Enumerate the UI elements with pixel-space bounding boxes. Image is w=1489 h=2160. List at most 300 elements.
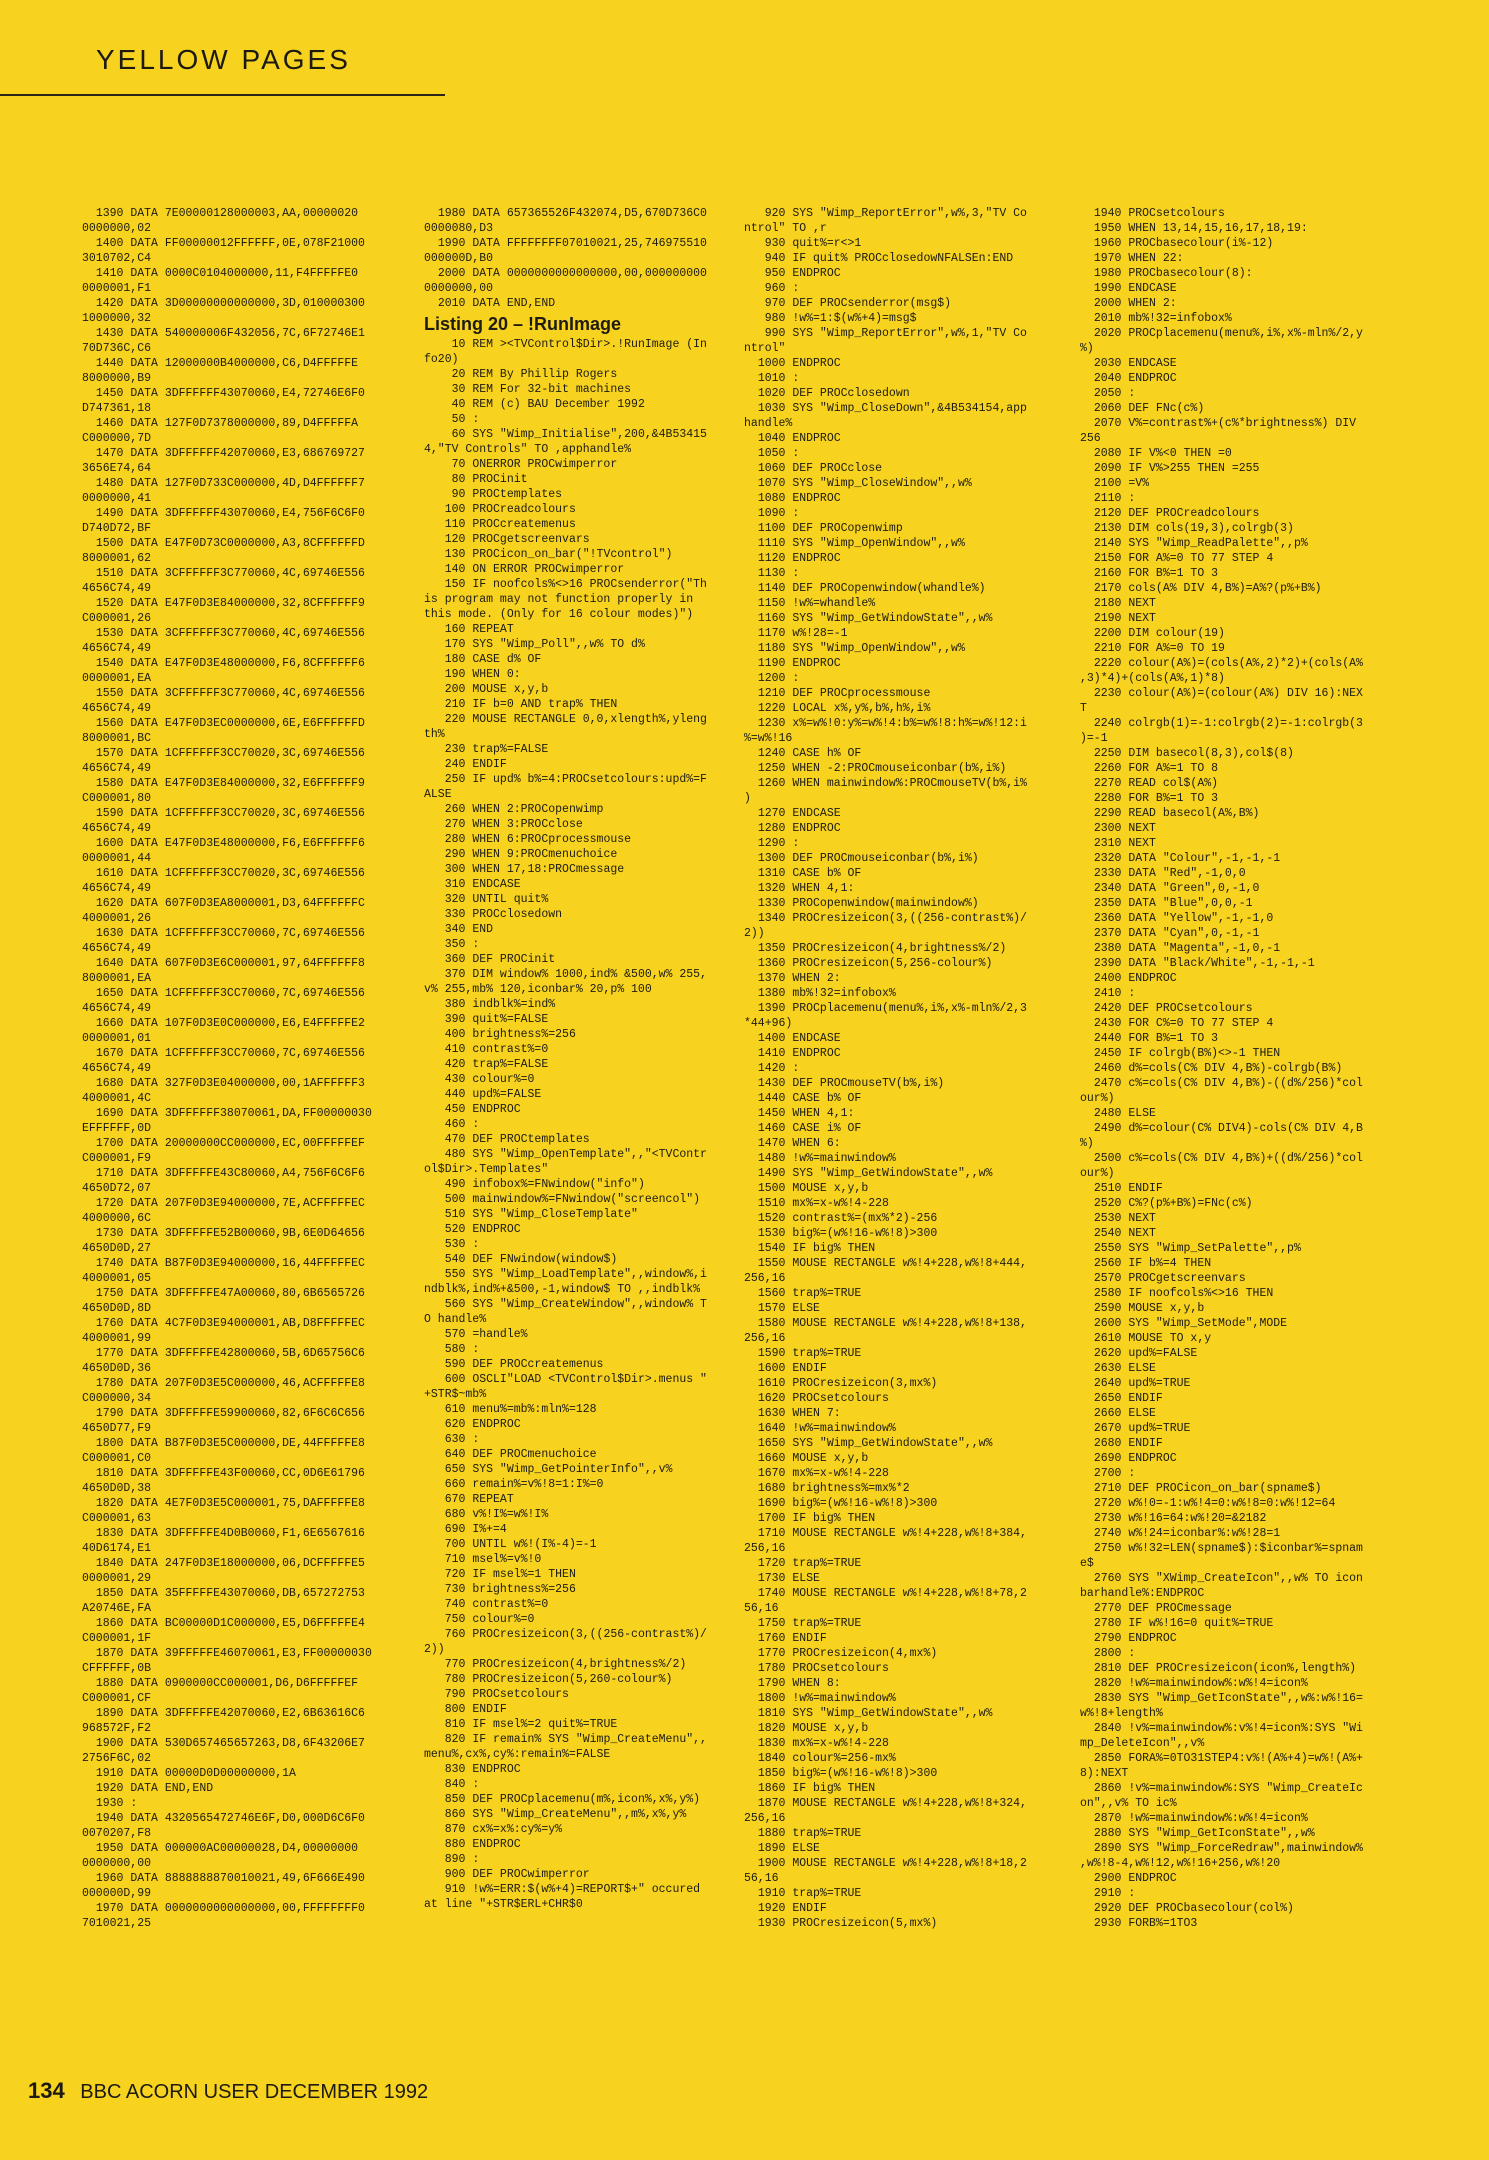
code-line: 2790 ENDPROC	[1080, 1632, 1177, 1645]
code-line: 1580 DATA E47F0D3E84000000,32,E6FFFFFF9	[82, 777, 365, 790]
code-line: 880 ENDPROC	[424, 1838, 521, 1851]
code-line: 2580 IF noofcols%<>16 THEN	[1080, 1287, 1274, 1300]
code-line: 1830 mx%=x-w%!4-228	[744, 1737, 889, 1750]
code-line: 1970 WHEN 22:	[1080, 252, 1184, 265]
code-line: 700 UNTIL w%!(I%-4)=-1	[424, 1538, 597, 1551]
code-line: 2390 DATA "Black/White",-1,-1,-1	[1080, 957, 1315, 970]
code-line: barhandle%:ENDPROC	[1080, 1587, 1205, 1600]
code-line: 1310 CASE b% OF	[744, 867, 862, 880]
header-rule	[0, 94, 445, 96]
code-line: 1480 !w%=mainwindow%	[744, 1152, 896, 1165]
code-line: w%!8+length%	[1080, 1707, 1163, 1720]
code-line: 910 !w%=ERR:$(w%+4)=REPORT$+" occured	[424, 1883, 701, 1896]
code-line: 1520 DATA E47F0D3E84000000,32,8CFFFFFF9	[82, 597, 365, 610]
code-line: 1900 DATA 530D657465657263,D8,6F43206E7	[82, 1737, 365, 1750]
code-line: 570 =handle%	[424, 1328, 528, 1341]
code-line: C000001,63	[82, 1512, 152, 1525]
code-line: 1050 :	[744, 447, 800, 460]
code-line: 260 WHEN 2:PROCopenwimp	[424, 803, 604, 816]
code-line: 1820 DATA 4E7F0D3E5C000001,75,DAFFFFFE8	[82, 1497, 365, 1510]
code-line: 2280 FOR B%=1 TO 3	[1080, 792, 1219, 805]
code-line: 1560 trap%=TRUE	[744, 1287, 862, 1300]
code-line: menu%,cx%,cy%:remain%=FALSE	[424, 1748, 611, 1761]
code-line: 1260 WHEN mainwindow%:PROCmouseTV(b%,i%	[744, 777, 1027, 790]
listing-column-2	[424, 206, 744, 2056]
code-line: 1080 ENDPROC	[744, 492, 841, 505]
code-line: 2260 FOR A%=1 TO 8	[1080, 762, 1219, 775]
code-line: on",,v% TO ic%	[1080, 1797, 1177, 1810]
code-line: 250 IF upd% b%=4:PROCsetcolours:upd%=F	[424, 773, 707, 786]
code-line: 0000001,01	[82, 1032, 152, 1045]
code-line: 2010 DATA END,END	[424, 297, 556, 310]
code-line: 2570 PROCgetscreenvars	[1080, 1272, 1246, 1285]
code-line: 890 :	[424, 1853, 480, 1866]
code-line: 2560 IF b%=4 THEN	[1080, 1257, 1212, 1270]
code-line: 40D6174,E1	[82, 1542, 152, 1555]
code-line: 0000001,EA	[82, 672, 152, 685]
code-line: 1950 WHEN 13,14,15,16,17,18,19:	[1080, 222, 1308, 235]
code-line: C000001,C0	[82, 1452, 152, 1465]
code-line: 780 PROCresizeicon(5,260-colour%)	[424, 1673, 673, 1686]
code-line: 1980 PROCbasecolour(8):	[1080, 267, 1253, 280]
code-line: 1740 DATA B87F0D3E94000000,16,44FFFFFEC	[82, 1257, 365, 1270]
code-line: v% 255,mb% 120,iconbar% 20,p% 100	[424, 983, 652, 996]
code-line: 1460 DATA 127F0D7378000000,89,D4FFFFFA	[82, 417, 359, 430]
code-line: 2000 DATA 0000000000000000,00,000000000	[424, 267, 707, 280]
code-line: 2740 w%!24=iconbar%:w%!28=1	[1080, 1527, 1281, 1540]
code-line: 1490 DATA 3DFFFFFF43070060,E4,756F6C6F0	[82, 507, 365, 520]
code-line: 1870 DATA 39FFFFFE46070061,E3,FF00000030	[82, 1647, 372, 1660]
code-line: 1400 ENDCASE	[744, 1032, 841, 1045]
code-line: 1510 mx%=x-w%!4-228	[744, 1197, 889, 1210]
code-line: 2640 upd%=TRUE	[1080, 1377, 1191, 1390]
code-line: 0000000,41	[82, 492, 152, 505]
code-line: 1350 PROCresizeicon(4,brightness%/2)	[744, 942, 1007, 955]
code-line: 2530 NEXT	[1080, 1212, 1156, 1225]
code-line: CFFFFFF,0B	[82, 1662, 152, 1675]
code-line: 1900 MOUSE RECTANGLE w%!4+228,w%!8+18,2	[744, 1857, 1027, 1870]
code-line: 2670 upd%=TRUE	[1080, 1422, 1191, 1435]
code-line: 256	[1080, 432, 1101, 445]
code-line: 4656C74,49	[82, 762, 152, 775]
code-line: 2720 w%!0=-1:w%!4=0:w%!8=0:w%!12=64	[1080, 1497, 1336, 1510]
code-line: ntrol" TO ,r	[744, 222, 827, 235]
code-line: 310 ENDCASE	[424, 878, 521, 891]
code-line: 2830 SYS "Wimp_GetIconState",,w%:w%!16=	[1080, 1692, 1363, 1705]
code-line: 980 !w%=1:$(w%+4)=msg$	[744, 312, 917, 325]
code-line: 50 :	[424, 413, 480, 426]
code-line: th%	[424, 728, 445, 741]
code-line: 1250 WHEN -2:PROCmouseiconbar(b%,i%)	[744, 762, 1007, 775]
code-line: 1820 MOUSE x,y,b	[744, 1722, 869, 1735]
code-line: 70 ONERROR PROCwimperror	[424, 458, 618, 471]
code-line: 2290 READ basecol(A%,B%)	[1080, 807, 1260, 820]
code-line: 760 PROCresizeicon(3,((256-contrast%)/	[424, 1628, 707, 1641]
code-line: 1850 DATA 35FFFFFE43070060,DB,657272753	[82, 1587, 365, 1600]
code-line: 1390 DATA 7E00000128000003,AA,00000020	[82, 207, 359, 220]
code-line: 1670 DATA 1CFFFFFF3CC70060,7C,69746E556	[82, 1047, 365, 1060]
code-line: 90 PROCtemplates	[424, 488, 563, 501]
code-line: 2440 FOR B%=1 TO 3	[1080, 1032, 1219, 1045]
code-line: 1930 :	[82, 1797, 138, 1810]
code-line: 1420 DATA 3D00000000000000,3D,010000300	[82, 297, 365, 310]
code-line: 2700 :	[1080, 1467, 1136, 1480]
code-line: 1570 ELSE	[744, 1302, 820, 1315]
code-line: 2760 SYS "XWimp_CreateIcon",,w% TO icon	[1080, 1572, 1363, 1585]
code-line: 590 DEF PROCcreatemenus	[424, 1358, 604, 1371]
code-line: 1150 !w%=whandle%	[744, 597, 876, 610]
code-line: 256,16	[744, 1332, 786, 1345]
code-line: 1490 SYS "Wimp_GetWindowState",,w%	[744, 1167, 993, 1180]
code-line: 56,16	[744, 1602, 779, 1615]
code-line: 1500 DATA E47F0D73C0000000,A3,8CFFFFFFD	[82, 537, 365, 550]
code-line: 1840 DATA 247F0D3E18000000,06,DCFFFFFE5	[82, 1557, 365, 1570]
code-line: 4656C74,49	[82, 702, 152, 715]
code-line: 3010702,C4	[82, 252, 152, 265]
code-line: 2380 DATA "Magenta",-1,0,-1	[1080, 942, 1281, 955]
code-line: 1730 ELSE	[744, 1572, 820, 1585]
code-line: 2930 FORB%=1TO3	[1080, 1917, 1198, 1930]
code-line: 1970 DATA 0000000000000000,00,FFFFFFFF0	[82, 1902, 365, 1915]
code-line: 1220 LOCAL x%,y%,b%,h%,i%	[744, 702, 931, 715]
code-line: 360 DEF PROCinit	[424, 953, 556, 966]
code-line: 1880 DATA 0900000CC000001,D6,D6FFFFFEF	[82, 1677, 359, 1690]
code-line: 1210 DEF PROCprocessmouse	[744, 687, 931, 700]
code-line: 1070 SYS "Wimp_CloseWindow",,w%	[744, 477, 972, 490]
code-line: 1640 !w%=mainwindow%	[744, 1422, 896, 1435]
code-line: 30 REM For 32-bit machines	[424, 383, 632, 396]
code-line: O handle%	[424, 1313, 487, 1326]
listing-column-3	[744, 206, 1064, 2056]
code-line: 1270 ENDCASE	[744, 807, 841, 820]
code-line: 4650D72,07	[82, 1182, 152, 1195]
code-line: 1690 DATA 3DFFFFFF38070061,DA,FF00000030	[82, 1107, 372, 1120]
code-line: 4000001,05	[82, 1272, 152, 1285]
code-line: 1590 DATA 1CFFFFFF3CC70020,3C,69746E556	[82, 807, 365, 820]
code-line: 8000000,B9	[82, 372, 152, 385]
code-line: 2480 ELSE	[1080, 1107, 1156, 1120]
code-line: 370 DIM window% 1000,ind% &500,w% 255,	[424, 968, 707, 981]
code-line: C000000,34	[82, 1392, 152, 1405]
code-line: 1640 DATA 607F0D3E6C000001,97,64FFFFFF8	[82, 957, 365, 970]
code-line: 4000001,99	[82, 1332, 152, 1345]
code-line: 480 SYS "Wimp_OpenTemplate",,"<TVContr	[424, 1148, 707, 1161]
code-line: 850 DEF PROCplacemenu(m%,icon%,x%,y%)	[424, 1793, 701, 1806]
code-line: 4650D0D,27	[82, 1242, 152, 1255]
code-line: 70D736C,C6	[82, 342, 152, 355]
code-line: 1960 PROCbasecolour(i%-12)	[1080, 237, 1274, 250]
code-line: 2590 MOUSE x,y,b	[1080, 1302, 1205, 1315]
code-line: 2660 ELSE	[1080, 1407, 1156, 1420]
code-line: 2110 :	[1080, 492, 1136, 505]
code-line: 1670 mx%=x-w%!4-228	[744, 1467, 889, 1480]
code-line: 2810 DEF PROCresizeicon(icon%,length%)	[1080, 1662, 1357, 1675]
code-line: 2510 ENDIF	[1080, 1182, 1163, 1195]
page-number: 134	[28, 2078, 65, 2103]
code-line: 1440 DATA 12000000B4000000,C6,D4FFFFFE	[82, 357, 359, 370]
code-line: 000000D,B0	[424, 252, 494, 265]
code-line: 1720 DATA 207F0D3E94000000,7E,ACFFFFFEC	[82, 1197, 365, 1210]
code-line: 650 SYS "Wimp_GetPointerInfo",,v%	[424, 1463, 673, 1476]
code-line: 1330 PROCopenwindow(mainwindow%)	[744, 897, 979, 910]
code-line: 2420 DEF PROCsetcolours	[1080, 1002, 1253, 1015]
code-line: %=w%!16	[744, 732, 793, 745]
code-line: 460 :	[424, 1118, 480, 1131]
code-line: 2610 MOUSE TO x,y	[1080, 1332, 1212, 1345]
code-line: 2200 DIM colour(19)	[1080, 627, 1225, 640]
code-line: 2680 ENDIF	[1080, 1437, 1163, 1450]
publication-line: BBC ACORN USER DECEMBER 1992	[80, 2081, 429, 2103]
code-line: 670 REPEAT	[424, 1493, 514, 1506]
code-line: 660 remain%=v%!8=1:I%=0	[424, 1478, 604, 1491]
code-line: ALSE	[424, 788, 452, 801]
code-line: 2030 ENDCASE	[1080, 357, 1177, 370]
code-line: 2060 DEF FNc(c%)	[1080, 402, 1205, 415]
code-line: 1290 :	[744, 837, 800, 850]
code-line: 150 IF noofcols%<>16 PROCsenderror("Th	[424, 578, 707, 591]
code-line: 2400 ENDPROC	[1080, 972, 1177, 985]
code-line: 2350 DATA "Blue",0,0,-1	[1080, 897, 1253, 910]
code-line: 320 UNTIL quit%	[424, 893, 549, 906]
code-line: 1300 DEF PROCmouseiconbar(b%,i%)	[744, 852, 979, 865]
code-line: 1660 DATA 107F0D3E0C000000,E6,E4FFFFFE2	[82, 1017, 365, 1030]
code-line: 220 MOUSE RECTANGLE 0,0,xlength%,yleng	[424, 713, 707, 726]
code-line: 1420 :	[744, 1062, 800, 1075]
code-line: 2050 :	[1080, 387, 1136, 400]
code-line: 000000D,99	[82, 1887, 152, 1900]
code-line: 640 DEF PROCmenuchoice	[424, 1448, 597, 1461]
code-line: 1060 DEF PROCclose	[744, 462, 883, 475]
code-line: 300 WHEN 17,18:PROCmessage	[424, 863, 625, 876]
code-line: 2756F6C,02	[82, 1752, 152, 1765]
code-line: fo20)	[424, 353, 459, 366]
code-line: 2840 !v%=mainwindow%:v%!4=icon%:SYS "Wi	[1080, 1722, 1363, 1735]
code-line: ntrol"	[744, 342, 786, 355]
code-line: 1840 colour%=256-mx%	[744, 1752, 896, 1765]
code-line: 1590 trap%=TRUE	[744, 1347, 862, 1360]
code-line: 1530 DATA 3CFFFFFF3C770060,4C,69746E556	[82, 627, 365, 640]
code-line: 620 ENDPROC	[424, 1418, 521, 1431]
code-line: 1410 DATA 0000C0104000000,11,F4FFFFFE0	[82, 267, 359, 280]
code-line: 2870 !w%=mainwindow%:w%!4=icon%	[1080, 1812, 1308, 1825]
code-line: 1680 brightness%=mx%*2	[744, 1482, 910, 1495]
code-line: 1580 MOUSE RECTANGLE w%!4+228,w%!8+138,	[744, 1317, 1027, 1330]
code-line: 0000000,00	[424, 282, 494, 295]
code-line: 740 contrast%=0	[424, 1598, 549, 1611]
code-line: 0000001,F1	[82, 282, 152, 295]
code-line: 520 ENDPROC	[424, 1223, 521, 1236]
code-line: 1380 mb%!32=infobox%	[744, 987, 896, 1000]
code-line: 2010 mb%!32=infobox%	[1080, 312, 1232, 325]
code-line: ol$Dir>.Templates"	[424, 1163, 549, 1176]
code-line: EFFFFFF,0D	[82, 1122, 152, 1135]
code-line: 490 infobox%=FNwindow("info")	[424, 1178, 645, 1191]
code-line: ,w%!8-4,w%!12,w%!16+256,w%!20	[1080, 1857, 1281, 1870]
code-line: 2020 PROCplacemenu(menu%,i%,x%-mln%/2,y	[1080, 327, 1363, 340]
code-line: 0070207,F8	[82, 1827, 152, 1840]
code-line: 400 brightness%=256	[424, 1028, 576, 1041]
code-line: 900 DEF PROCwimperror	[424, 1868, 590, 1881]
code-line: 540 DEF FNwindow(window$)	[424, 1253, 618, 1266]
code-line: 7010021,25	[82, 1917, 152, 1930]
code-line: 190 WHEN 0:	[424, 668, 521, 681]
code-line: 380 indblk%=ind%	[424, 998, 556, 1011]
code-line: 100 PROCreadcolours	[424, 503, 576, 516]
code-line: 1680 DATA 327F0D3E04000000,00,1AFFFFFF3	[82, 1077, 365, 1090]
code-line: 1810 SYS "Wimp_GetWindowState",,w%	[744, 1707, 993, 1720]
code-line: 256,16	[744, 1542, 786, 1555]
code-line: 2310 NEXT	[1080, 837, 1156, 850]
code-line: 1980 DATA 657365526F432074,D5,670D736C0	[424, 207, 707, 220]
code-line: 2170 cols(A% DIV 4,B%)=A%?(p%+B%)	[1080, 582, 1322, 595]
code-line: 130 PROCicon_on_bar("!TVcontrol")	[424, 548, 673, 561]
code-line: 1550 MOUSE RECTANGLE w%!4+228,w%!8+444,	[744, 1257, 1027, 1270]
code-line: 530 :	[424, 1238, 480, 1251]
listing-column-1	[82, 206, 402, 2056]
code-line: C000001,80	[82, 792, 152, 805]
code-line: 1570 DATA 1CFFFFFF3CC70020,3C,69746E556	[82, 747, 365, 760]
code-line: 1950 DATA 000000AC00000028,D4,00000000	[82, 1842, 359, 1855]
code-line: C000001,F9	[82, 1152, 152, 1165]
code-line: 430 colour%=0	[424, 1073, 535, 1086]
code-line: 2230 colour(A%)=(colour(A%) DIV 16):NEX	[1080, 687, 1363, 700]
code-line: 2540 NEXT	[1080, 1227, 1156, 1240]
code-line: 2900 ENDPROC	[1080, 1872, 1177, 1885]
code-line: 1530 big%=(w%!16-w%!8)>300	[744, 1227, 938, 1240]
code-line: 2340 DATA "Green",0,-1,0	[1080, 882, 1260, 895]
code-line: 1160 SYS "Wimp_GetWindowState",,w%	[744, 612, 993, 625]
code-line: 0000000,02	[82, 222, 152, 235]
code-line: D747361,18	[82, 402, 152, 415]
code-line: 1760 ENDIF	[744, 1632, 827, 1645]
code-line: 1500 MOUSE x,y,b	[744, 1182, 869, 1195]
code-line: 270 WHEN 3:PROCclose	[424, 818, 583, 831]
code-line: 1750 DATA 3DFFFFFE47A00060,80,6B6565726	[82, 1287, 365, 1300]
code-line: 1720 trap%=TRUE	[744, 1557, 862, 1570]
code-line: 1700 IF big% THEN	[744, 1512, 876, 1525]
code-line: )	[744, 792, 751, 805]
code-line: 930 quit%=r<>1	[744, 237, 862, 250]
code-line: 1560 DATA E47F0D3EC0000000,6E,E6FFFFFFD	[82, 717, 365, 730]
code-line: 1700 DATA 20000000CC000000,EC,00FFFFFEF	[82, 1137, 365, 1150]
code-line: 2140 SYS "Wimp_ReadPalette",,p%	[1080, 537, 1308, 550]
code-line: 1440 CASE b% OF	[744, 1092, 862, 1105]
code-line: 2450 IF colrgb(B%)<>-1 THEN	[1080, 1047, 1281, 1060]
page-footer	[28, 2078, 428, 2104]
code-line: )=-1	[1080, 732, 1108, 745]
code-line: 1780 DATA 207F0D3E5C000000,46,ACFFFFFE8	[82, 1377, 365, 1390]
code-line: 840 :	[424, 1778, 480, 1791]
listing-heading: Listing 20 – !RunImage	[424, 314, 622, 334]
code-line: 1140 DEF PROCopenwindow(whandle%)	[744, 582, 986, 595]
code-line: 4656C74,49	[82, 642, 152, 655]
section-header: YELLOW PAGES	[96, 44, 351, 75]
code-line: 1360 PROCresizeicon(5,256-colour%)	[744, 957, 993, 970]
code-line: 1930 PROCresizeicon(5,mx%)	[744, 1917, 938, 1930]
code-line: 1090 :	[744, 507, 800, 520]
code-line: 8000001,BC	[82, 732, 152, 745]
code-line: 1960 DATA 8888888870010021,49,6F666E490	[82, 1872, 365, 1885]
code-line: 500 mainwindow%=FNwindow("screencol")	[424, 1193, 701, 1206]
code-line: 2320 DATA "Colour",-1,-1,-1	[1080, 852, 1281, 865]
code-line: 2180 NEXT	[1080, 597, 1156, 610]
code-line: 2470 c%=cols(C% DIV 4,B%)-((d%/256)*col	[1080, 1077, 1363, 1090]
code-line: 2650 ENDIF	[1080, 1392, 1163, 1405]
listing-column-4	[1080, 206, 1400, 2056]
code-line: 8000001,62	[82, 552, 152, 565]
code-line: 330 PROCclosedown	[424, 908, 563, 921]
code-line: 4656C74,49	[82, 882, 152, 895]
code-line: 920 SYS "Wimp_ReportError",w%,3,"TV Co	[744, 207, 1027, 220]
code-line: 2550 SYS "Wimp_SetPalette",,p%	[1080, 1242, 1301, 1255]
code-line: 200 MOUSE x,y,b	[424, 683, 549, 696]
code-line: 1480 DATA 127F0D733C000000,4D,D4FFFFFF7	[82, 477, 365, 490]
code-line: 2890 SYS "Wimp_ForceRedraw",mainwindow%	[1080, 1842, 1363, 1855]
code-line: 4000001,26	[82, 912, 152, 925]
code-line: 2730 w%!16=64:w%!20=&2182	[1080, 1512, 1267, 1525]
code-line: 1370 WHEN 2:	[744, 972, 841, 985]
code-line: 2190 NEXT	[1080, 612, 1156, 625]
code-line: 820 IF remain% SYS "Wimp_CreateMenu",,	[424, 1733, 707, 1746]
code-line: 1990 DATA FFFFFFFF07010021,25,746975510	[424, 237, 707, 250]
code-line: C000000,7D	[82, 432, 152, 445]
code-line: 1810 DATA 3DFFFFFE43F00060,CC,0D6E61796	[82, 1467, 365, 1480]
code-line: A20746E,FA	[82, 1602, 152, 1615]
code-line: 4656C74,49	[82, 1062, 152, 1075]
code-line: mp_DeleteIcon",,v%	[1080, 1737, 1205, 1750]
code-line: 256,16	[744, 1272, 786, 1285]
code-line: 160 REPEAT	[424, 623, 514, 636]
code-line: 1710 DATA 3DFFFFFE43C80060,A4,756F6C6F6	[82, 1167, 365, 1180]
code-line: 1730 DATA 3DFFFFFE52B00060,9B,6E0D64656	[82, 1227, 365, 1240]
code-line: 4650D77,F9	[82, 1422, 152, 1435]
code-line: 1620 DATA 607F0D3EA8000001,D3,64FFFFFFC	[82, 897, 365, 910]
code-line: 1190 ENDPROC	[744, 657, 841, 670]
code-line: 2910 :	[1080, 1887, 1136, 1900]
code-line: 2860 !v%=mainwindow%:SYS "Wimp_CreateIc	[1080, 1782, 1363, 1795]
code-line: 1740 MOUSE RECTANGLE w%!4+228,w%!8+78,2	[744, 1587, 1027, 1600]
code-line: 3656E74,64	[82, 462, 152, 475]
code-line: 2150 FOR A%=0 TO 77 STEP 4	[1080, 552, 1274, 565]
code-line: 1940 PROCsetcolours	[1080, 207, 1225, 220]
code-line: 870 cx%=x%:cy%=y%	[424, 1823, 563, 1836]
code-line: 1450 WHEN 4,1:	[744, 1107, 855, 1120]
code-line: 1800 DATA B87F0D3E5C000000,DE,44FFFFFE8	[82, 1437, 365, 1450]
code-line: %)	[1080, 342, 1094, 355]
code-line: 1600 ENDIF	[744, 1362, 827, 1375]
code-line: 2240 colrgb(1)=-1:colrgb(2)=-1:colrgb(3	[1080, 717, 1363, 730]
code-line: 1910 DATA 00000D0D00000000,1A	[82, 1767, 296, 1780]
code-line: 60 SYS "Wimp_Initialise",200,&4B53415	[424, 428, 707, 441]
code-line: 1400 DATA FF00000012FFFFFF,0E,078F21000	[82, 237, 365, 250]
code-line: 1660 MOUSE x,y,b	[744, 1452, 869, 1465]
code-line: 410 contrast%=0	[424, 1043, 549, 1056]
code-line: 800 ENDIF	[424, 1703, 507, 1716]
code-line: 1000000,32	[82, 312, 152, 325]
code-line: 450 ENDPROC	[424, 1103, 521, 1116]
code-line: 1010 :	[744, 372, 800, 385]
code-line: 1230 x%=w%!0:y%=w%!4:b%=w%!8:h%=w%!12:i	[744, 717, 1027, 730]
code-line: 2210 FOR A%=0 TO 19	[1080, 642, 1225, 655]
code-line: 1800 !w%=mainwindow%	[744, 1692, 896, 1705]
code-line: 1280 ENDPROC	[744, 822, 841, 835]
code-line: 680 v%!I%=w%!I%	[424, 1508, 549, 1521]
code-line: 1430 DATA 540000006F432056,7C,6F72746E1	[82, 327, 365, 340]
code-line: 1320 WHEN 4,1:	[744, 882, 855, 895]
code-line: 4656C74,49	[82, 582, 152, 595]
code-line: 1920 ENDIF	[744, 1902, 827, 1915]
code-line: 0000001,44	[82, 852, 152, 865]
